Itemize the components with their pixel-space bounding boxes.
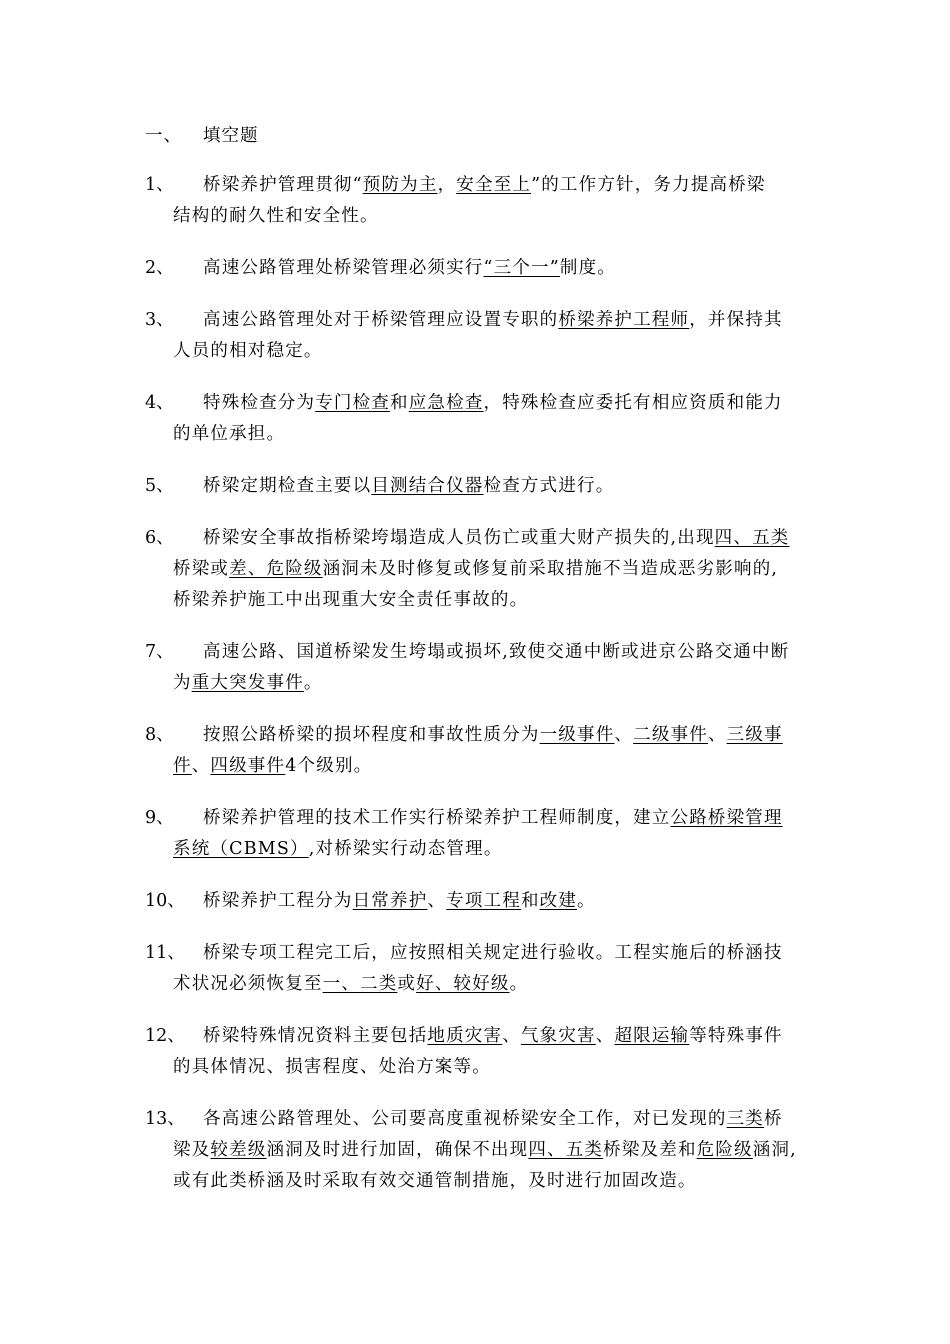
answer-blank: 危险级 [696,1140,753,1160]
question-text: 桥梁养护工程分为 [203,891,353,911]
question-line [145,336,825,367]
question-item [145,388,825,450]
question-text: 桥梁养护管理贯彻“ [203,175,363,195]
question-text: 高速公路管理处对于桥梁管理应设置专职的 [203,310,559,330]
question-line [145,305,825,336]
question-line [145,886,825,917]
question-line [145,201,825,232]
question-text: 或有此类桥涵及时采取有效交通管制措施，及时进行加固改造。 [173,1171,697,1191]
question-line [145,637,825,668]
question-item [145,803,825,865]
question-line [145,803,825,834]
answer-blank: 四、五类 [528,1140,604,1160]
question-text: 和 [390,393,409,413]
question-item [145,253,825,284]
question-text: 高速公路、国道桥梁发生垮塌或损坏,致使交通中断或进京公路交通中断 [203,642,790,662]
question-number: 5、 [145,476,174,496]
answer-blank: 三类 [726,1109,765,1129]
question-line [145,419,825,450]
question-text: 。 [303,673,323,693]
question-text: ，并保持其 [689,310,783,330]
question-item [145,305,825,367]
question-text: 制度。 [559,258,617,278]
question-item [145,1021,825,1083]
question-line [145,1166,825,1197]
question-line [145,1104,825,1135]
question-text: 桥梁专项工程完工后，应按照相关规定进行验收。工程实施后的桥涵技 [203,943,783,963]
question-line [145,585,825,616]
question-text: 按照公路桥梁的损坏程度和事故性质分为 [203,725,540,745]
question-list [145,170,825,1218]
answer-blank: 超限运输 [614,1026,690,1046]
question-text: 、 [595,1026,615,1046]
question-text: 。 [509,974,529,994]
question-number: 8、 [145,725,174,745]
question-item [145,170,825,232]
section-number: 一、 [145,126,182,146]
answer-blank: 四、五类 [714,528,790,548]
question-text: 、 [191,756,211,776]
question-item [145,471,825,502]
question-text: 、 [707,725,727,745]
answer-blank: 专门检查 [315,393,391,413]
answer-blank: 一级事件 [539,725,615,745]
question-text: 结构的耐久性和安全性。 [173,206,379,226]
question-text: 涵洞及时进行加固，确保不出现 [266,1140,529,1160]
answer-blank: 好、较好级 [416,974,510,994]
question-text: 桥梁或 [173,559,230,579]
question-number: 12、 [145,1026,185,1046]
question-text: 或 [397,974,417,994]
question-text: 检查方式进行。 [483,476,615,496]
question-line [145,751,825,782]
question-text: 特殊检查分为 [203,393,316,413]
question-line [145,720,825,751]
question-text: 为 [173,673,192,693]
question-line [145,969,825,1000]
question-text: 桥梁定期检查主要以 [203,476,372,496]
answer-blank: 四级事件 [210,756,286,776]
question-number: 9、 [145,808,174,828]
answer-blank: “三个一” [483,258,560,278]
answer-blank: 系统（CBMS） [173,839,309,859]
answer-blank: 件 [173,756,192,776]
question-item [145,720,825,782]
question-text: ,对桥梁实行动态管理。 [308,839,503,859]
question-item [145,886,825,917]
question-number: 7、 [145,642,174,662]
question-line [145,388,825,419]
question-line [145,668,825,699]
answer-blank: 应急检查 [408,393,484,413]
section-heading [145,122,259,147]
question-line [145,834,825,865]
question-text: 4个级别。 [285,756,373,776]
question-text: 、 [502,1026,521,1046]
question-text: ，特殊检查应委托有相应资质和能力 [483,393,783,413]
answer-blank: 一、二类 [322,974,398,994]
question-text: 、 [614,725,634,745]
question-text: 梁及 [173,1140,211,1160]
question-line [145,938,825,969]
question-line [145,1135,825,1166]
question-text: 桥梁及差和 [603,1140,697,1160]
question-text: 人员的相对稳定。 [173,341,323,361]
question-line [145,1021,825,1052]
question-text: 桥梁养护施工中出现重大安全责任事故的。 [173,590,529,610]
question-text: ”的工作方针，务力提高桥梁 [531,175,766,195]
answer-blank: 地质灾害 [427,1026,503,1046]
question-text: 术状况必须恢复至 [173,974,323,994]
answer-blank: 日常养护 [352,891,428,911]
question-line [145,471,825,502]
question-number: 1、 [145,175,174,195]
question-text: 的具体情况、损害程度、处治方案等。 [173,1057,491,1077]
answer-blank: 公路桥梁管理 [670,808,783,828]
answer-blank: 三级事 [726,725,783,745]
answer-blank: 差、危险级 [229,559,323,579]
answer-blank: 二级事件 [633,725,708,745]
question-text: 各高速公路管理处、公司要高度重视桥梁安全工作，对已发现的 [203,1109,727,1129]
answer-blank: 预防为主 [362,175,438,195]
answer-blank: 重大突发事件 [191,673,304,693]
question-line [145,253,825,284]
question-text: 桥 [764,1109,783,1129]
question-line [145,554,825,585]
question-item [145,1104,825,1197]
question-text: 和 [520,891,540,911]
question-text: 桥梁安全事故指桥梁垮塌造成人员伤亡或重大财产损失的,出现 [203,528,715,548]
question-number: 4、 [145,393,174,413]
answer-blank: 桥梁养护工程师 [558,310,690,330]
question-text: 高速公路管理处桥梁管理必须实行 [203,258,484,278]
question-text: 桥梁养护管理的技术工作实行桥梁养护工程师制度，建立 [203,808,671,828]
question-text: 等特殊事件 [689,1026,783,1046]
answer-blank: 目测结合仪器 [371,476,484,496]
question-number: 6、 [145,528,174,548]
question-line [145,170,825,201]
question-text: 桥梁特殊情况资料主要包括 [203,1026,428,1046]
question-number: 3、 [145,310,174,330]
question-text: ， [437,175,457,195]
question-text: 。 [577,891,596,911]
answer-blank: 较差级 [210,1140,267,1160]
question-line [145,1052,825,1083]
question-text: 的单位承担。 [173,424,286,444]
answer-blank: 改建 [539,891,578,911]
question-text: 涵洞, [752,1140,797,1160]
question-text: 、 [427,891,447,911]
question-number: 10、 [145,891,185,911]
question-line [145,523,825,554]
question-item [145,637,825,699]
question-number: 11、 [145,943,185,963]
answer-blank: 专项工程 [446,891,521,911]
answer-blank: 安全至上 [456,175,532,195]
question-number: 2、 [145,258,174,278]
section-title: 填空题 [203,126,259,146]
question-text: 涵洞未及时修复或修复前采取措施不当造成恶劣影响的, [322,559,779,579]
answer-blank: 气象灾害 [520,1026,596,1046]
question-item [145,938,825,1000]
question-number: 13、 [145,1109,185,1129]
question-item [145,523,825,616]
